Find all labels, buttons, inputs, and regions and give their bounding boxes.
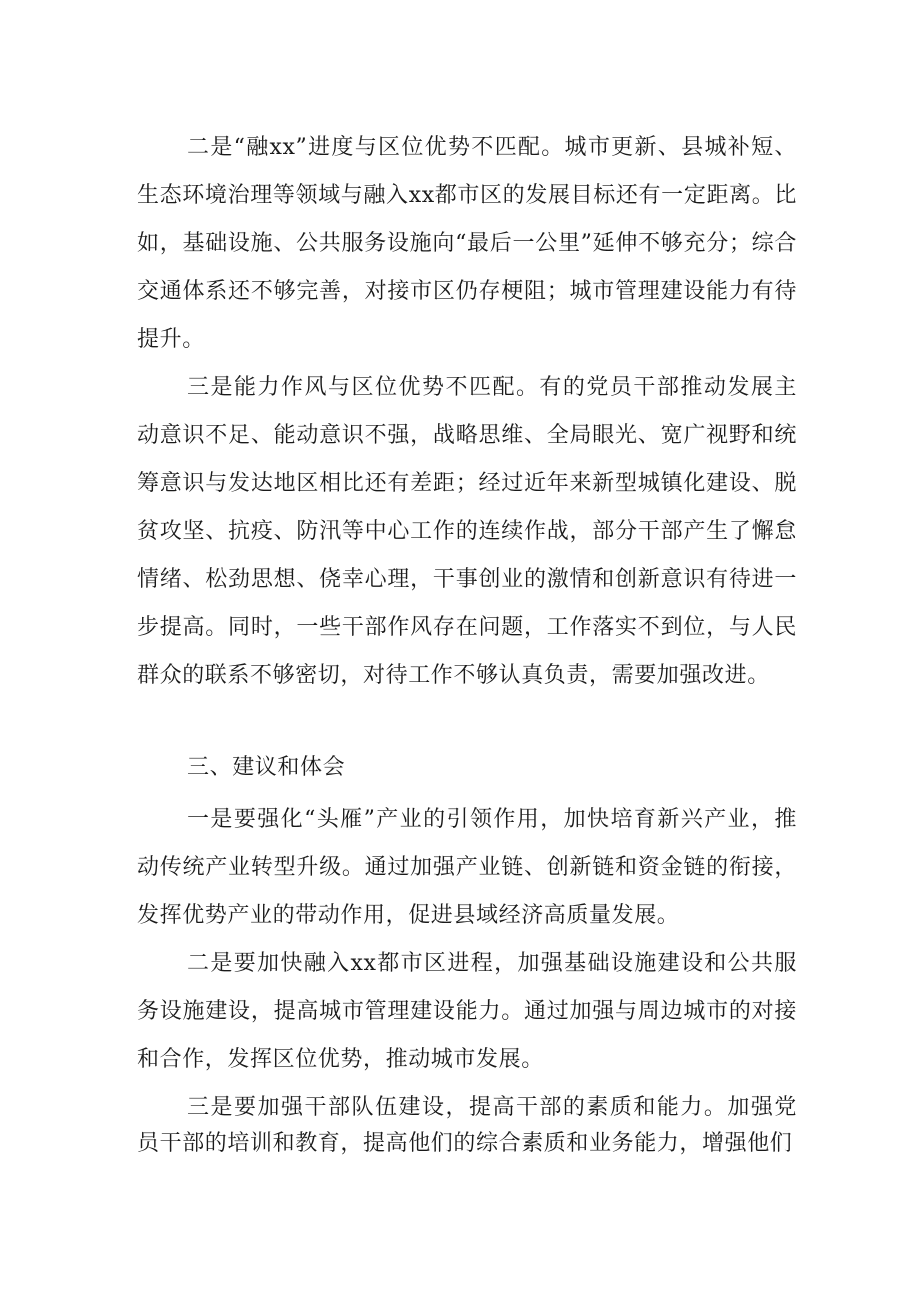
paragraph-suggestion-industry: 一是要强化“头雁”产业的引领作用，加快培育新兴产业，推动传统产业转型升级。通过加强产业链、创新链和资金链的衔接，发挥优势产业的带动作用，促进县域经济高质量发展。	[137, 807, 797, 928]
paragraph-capability-style: 三是能力作风与区位优势不匹配。有的党员干部推动发展主动意识不足、能动意识不强，战略思维、全局眼光、宽广视野和统筹意识与发达地区相比还有差距；经过近年来新型城镇化建设、脱贫攻坚、抗疫、防汛等中心工作的连续作战，部分干部产生了懈怠情绪、松劲思想、侥幸心理，干事创业的激情和创新意识有待进一步提高。同时，一些干部作风存在问题，工作落实不到位，与人民群众的联系不够密切，对待工作不够认真负责，需要加强改进。	[137, 375, 797, 688]
paragraph-suggestion-cadres: 三是要加强干部队伍建设，提高干部的素质和能力。加强党员干部的培训和教育，提高他们的综合素质和业务能力，增强他们	[137, 1095, 797, 1156]
paragraph-suggestion-metro: 二是要加快融入xx都市区进程，加强基础设施建设和公共服务设施建设，提高城市管理建设能力。通过加强与周边城市的对接和合作，发挥区位优势，推动城市发展。	[137, 951, 797, 1072]
section-heading-suggestions: 三、建议和体会	[187, 755, 346, 780]
paragraph-integration-progress: 二是“融xx”进度与区位优势不匹配。城市更新、县城补短、生态环境治理等领域与融入xx都市区的发展目标还有一定距离。比如，基础设施、公共服务设施向“最后一公里”延伸不够充分；综合交通体系还不够完善，对接市区仍存梗阻；城市管理建设能力有待提升。	[137, 135, 797, 352]
